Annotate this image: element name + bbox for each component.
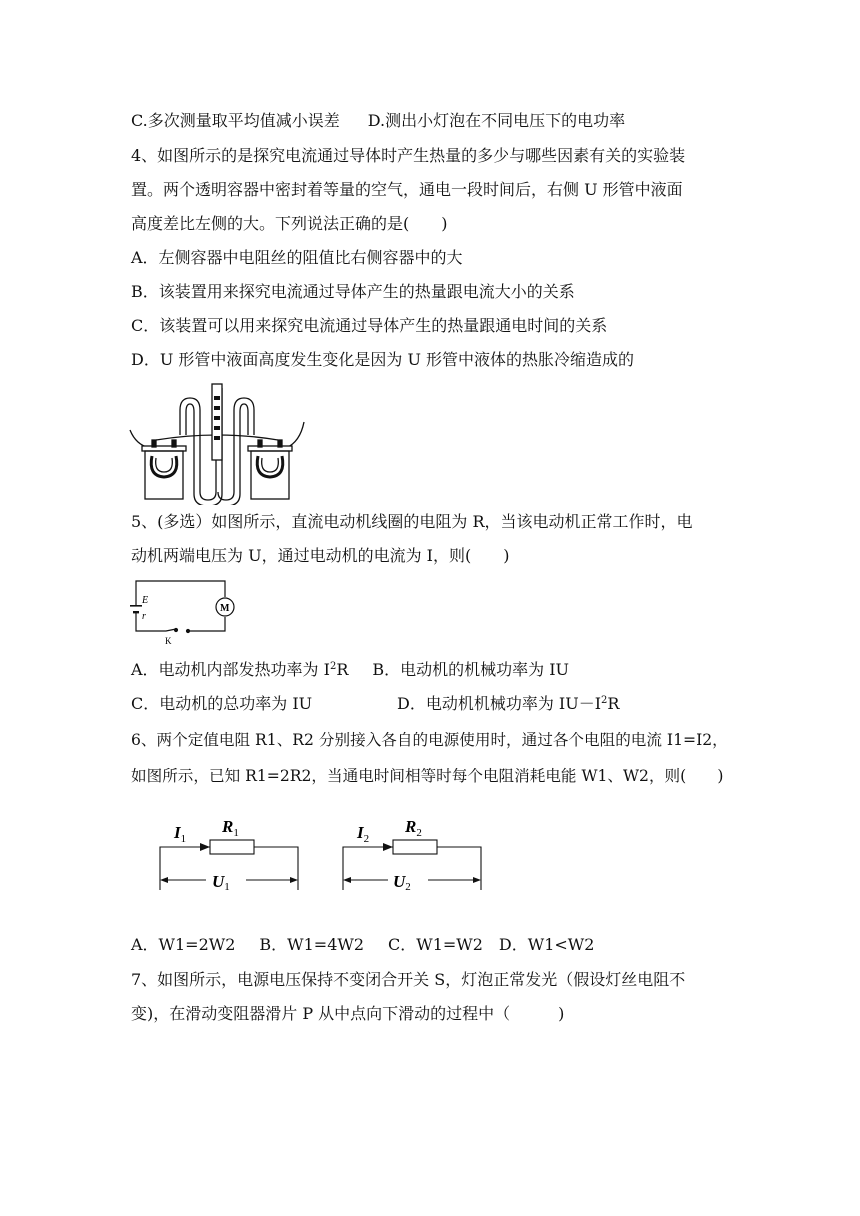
q6-stem-line2: 如图所示，已知 R1=2R2，当通电时间相等时每个电阻消耗电能 W1、W2，则( ) [131,767,724,785]
q6-right-voltage-symbol: U [393,872,406,891]
q5-option-d-sup: 2 [601,695,608,706]
q5-options-cd [131,693,619,715]
q3-option-d: D.测出小灯泡在不同电压下的电功率 [367,111,626,130]
q5-option-a-text: A．电动机内部发热功率为 I [131,660,330,679]
q5-option-d-tail: R [607,694,620,713]
q5-option-a [131,660,348,679]
q6-left-resistor-label [221,817,239,839]
q5-label-r: r [142,611,146,622]
q4-stem-line2: 置。两个透明容器中密封着等量的空气，通电一段时间后，右侧 U 形管中液面 [131,180,683,199]
q6-right-resistor-label [404,817,422,839]
q6-left-resistor-symbol: R [222,817,234,836]
q5-option-c: C．电动机的总功率为 IU [131,694,313,713]
q7-stem-line2: 变)，在滑动变阻器滑片 P 从中点向下滑动的过程中（ ) [131,1004,565,1023]
q6-option-b: B．W1=4W2 [259,935,365,954]
q4-option-d: D．U 形管中液面高度发生变化是因为 U 形管中液体的热胀冷缩造成的 [131,350,635,369]
q6-right-current-sub: 2 [363,833,370,845]
q6-stem-line1: 6、两个定值电阻 R1、R2 分别接入各自的电源使用时，通过各个电阻的电流 I1=I2， [131,731,728,749]
q6-right-voltage-sub: 2 [405,881,411,893]
q5-option-a-sup: 2 [329,661,337,672]
q4-option-a: A．左侧容器中电阻丝的阻值比右侧容器中的大 [131,248,463,267]
q6-left-current-label [173,823,186,845]
q6-option-a: A．W1=2W2 [131,935,236,954]
q6-left-voltage-label [212,872,230,893]
q6-option-c: C．W1=W2 [388,935,483,954]
q5-option-a-tail: R [336,660,349,679]
q6-left-resistor-sub: 1 [233,827,239,839]
q5-motor-circuit-figure [128,575,240,647]
q6-left-current-symbol: I [174,823,181,842]
q4-apparatus-figure [128,380,308,505]
q6-option-d: D．W1<W2 [498,935,595,954]
q6-options [131,934,594,956]
q6-right-voltage-label [393,872,411,893]
q6-right-resistor-sub: 2 [416,827,422,839]
q7-stem-line1: 7、如图所示，电源电压保持不变闭合开关 S，灯泡正常发光（假设灯丝电阻不 [131,970,686,989]
q5-stem-line2: 动机两端电压为 U，通过电动机的电流为 I，则( ) [131,546,510,565]
q4-stem-line3: 高度差比左侧的大。下列说法正确的是( ) [131,214,448,233]
q6-left-current-sub: 1 [180,833,187,845]
q6-right-resistor-symbol: R [405,817,417,836]
q5-option-d [397,694,619,713]
q5-label-m: M [220,603,230,614]
q6-left-voltage-sub: 1 [224,881,230,893]
q5-stem-line1: 5、(多选）如图所示，直流电动机线圈的电阻为 R，当该电动机正常工作时，电 [131,512,693,531]
q6-resistor-circuits-figure [150,810,500,905]
q5-options-ab [131,659,569,681]
q5-option-d-text: D．电动机机械功率为 IU－I [397,694,602,713]
q4-option-c: C．该装置可以用来探究电流通过导体产生的热量跟通电时间的关系 [131,316,608,335]
q3-option-c: C.多次测量取平均值减小误差 [131,111,340,130]
q6-right-current-symbol: I [357,823,364,842]
q5-option-b: B．电动机的机械功率为 IU [372,660,570,679]
q6-right-current-label [356,823,369,845]
q5-label-k: K [165,636,172,646]
q3-options-cd [131,110,625,132]
q4-stem-line1: 4、如图所示的是探究电流通过导体时产生热量的多少与哪些因素有关的实验装 [131,146,686,165]
q4-option-b: B．该装置用来探究电流通过导体产生的热量跟电流大小的关系 [131,282,575,301]
q6-left-voltage-symbol: U [212,872,225,891]
q5-label-e: E [142,595,149,606]
